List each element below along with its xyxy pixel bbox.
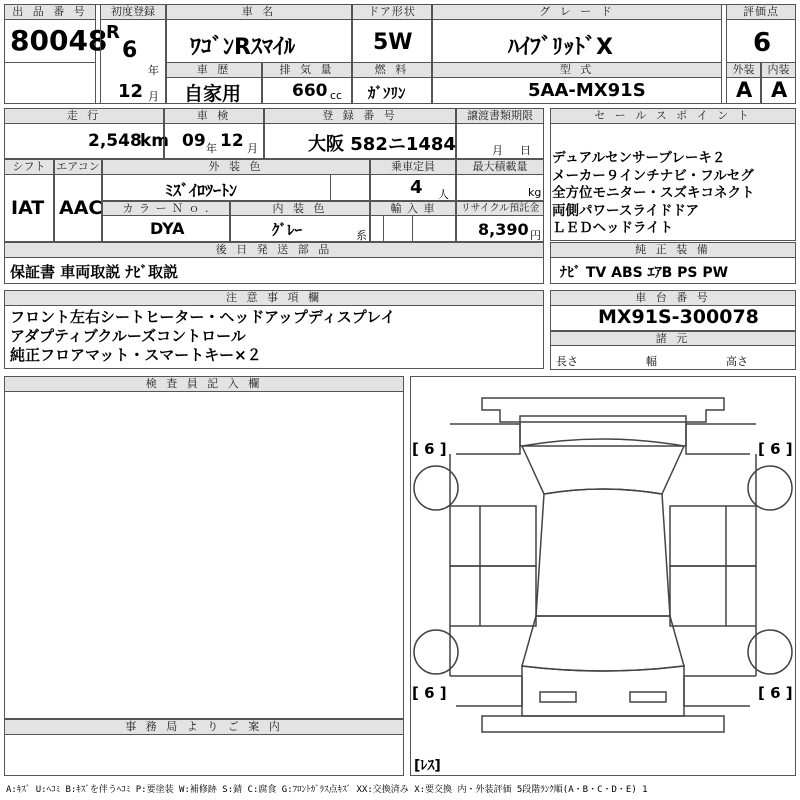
inspection-year: 09 [182,131,206,151]
capacity-unit: 人 [438,188,449,201]
inspection-label: 車 検 [164,108,264,124]
rear-plate-left [540,692,576,702]
recycle-unit: 円 [530,229,541,242]
transfer-label: 譲渡書類期限 [456,108,544,124]
rear-window [522,616,684,671]
first-reg-month-unit: 月 [148,90,159,103]
ext-color-subcell [330,174,370,201]
score-value: 6 [753,28,772,58]
model-label: 型 式 [432,62,722,78]
model-value: 5AA-MX91S [528,80,646,101]
capacity-label: 乗車定員 [370,159,456,175]
chassis-label: 車 台 番 号 [550,290,796,306]
left-rear-door [450,566,536,626]
front-right-wheel [748,466,792,510]
first-reg-year: 6 [122,38,138,63]
exterior-value: A [736,78,753,102]
tire-front-left: [ 6 ] [412,440,447,458]
front-right-fender [686,424,756,454]
right-rear-door [670,566,756,626]
sales-point-item: ＬＥＤヘッドライト [552,220,674,236]
exterior-label: 外装 [726,62,761,78]
office-label: 事 務 局 よ り ご 案 内 [4,719,404,735]
first-reg-era: R [106,22,120,43]
interior-label: 内装 [761,62,796,78]
front-left-fender [450,424,520,454]
note-line: 純正フロアマット・スマートキー×２ [10,346,262,364]
inspector-label: 検 査 員 記 入 欄 [4,376,404,392]
right-front-door [670,506,756,566]
inspection-year-unit: 年 [206,142,217,155]
specs-cell [550,345,796,370]
specs-label: 諸 元 [550,331,796,346]
front-bumper [482,398,724,422]
displacement-label: 排 気 量 [262,62,352,78]
reg-no-label: 登 録 番 号 [264,108,456,124]
note-line: フロント左右シートヒーター・ヘッドアップディスプレイ [10,308,396,326]
left-front-door [450,506,536,566]
legend-text: A:ｷｽﾞ U:ﾍｺﾐ B:ｷｽﾞを伴うﾍｺﾐ P:要塗装 W:補修跡 S:錆 C:腐食 G:ﾌﾛﾝﾄｶﾞﾗｽ点ｷｽﾞ XX:交換済み X:要交換 内・外装評価 5段階ﾗﾝｸ順(A・B・C・D・E) 1 [6,785,648,795]
specs-height: 高さ [726,355,748,368]
color-no-label: カ ラ ー Ｎ ｏ . [102,201,230,216]
rear-bumper [482,716,724,732]
ext-color-label: 外 装 色 [102,159,370,175]
mileage-unit: km [140,131,170,151]
chassis-value: MX91S-300078 [598,306,759,328]
sales-point-item: メーカー９インチナビ・フルセグ [552,167,754,184]
transfer-day-unit: 日 [520,144,531,157]
door-label: ドア形状 [352,4,432,20]
mileage-value: 2,548 [88,131,142,151]
rear-right-wheel [748,630,792,674]
int-color-value: ｸﾞﾚｰ [272,221,303,239]
fuel-label: 燃 料 [352,62,432,78]
sales-points-label: セ ー ル ス ポ イ ン ト [550,108,796,124]
capacity-value: 4 [410,177,423,198]
equipment-value: ﾅﾋﾞ TV ABS ｴｱB PS PW [560,265,729,281]
roof [536,489,670,616]
ac-label: エアコン [54,159,102,175]
windshield [522,439,684,494]
lot-no-value: 80048 [10,24,108,57]
transfer-month-unit: 月 [492,144,503,157]
first-reg-month: 12 [118,81,144,102]
specs-width: 幅 [646,355,657,368]
color-no-value: DYA [150,219,185,238]
rear-plate-right [630,692,666,702]
shift-value: IAT [11,197,45,219]
notes-label: 注 意 事 項 欄 [4,290,544,306]
trunk [522,666,684,716]
sales-point-item: 両側パワースライドドア [552,202,700,219]
rear-left-corner [450,676,522,706]
import-label: 輸 入 車 [370,201,456,216]
displacement-unit: cc [330,89,343,102]
sales-points-list [552,150,755,238]
max-load-unit: kg [528,186,542,199]
notes-lines [10,308,395,365]
reg-no-value: 大阪 582ニ1484 [308,134,456,155]
history-value: 自家用 [184,83,242,105]
tire-front-right: [ 6 ] [758,440,793,458]
int-color-label: 内 装 色 [230,201,370,216]
specs-length: 長さ [556,355,578,368]
rear-right-corner [684,676,756,706]
car-name-value: ﾜｺﾞﾝRｽﾏｲﾙ [190,35,295,60]
ext-color-value: ﾐｽﾞｲﾛﾂｰﾄﾝ [165,181,238,200]
grade-value: ﾊｲﾌﾞﾘｯﾄﾞX [508,35,613,60]
car-diagram [410,376,796,776]
shift-label: シフト [4,159,54,175]
grade-label: グ レ ー ド [432,4,722,20]
lot-no-label: 出 品 番 号 [4,4,96,20]
after-parts-label: 後 日 発 送 部 品 [4,242,544,258]
lot-no-blank [4,62,96,104]
after-parts-value: 保証書 車両取説 ﾅﾋﾞ取説 [10,263,178,281]
first-reg-year-unit: 年 [148,64,159,77]
score-label: 評価点 [726,4,796,20]
tire-rear-left: [ 6 ] [412,684,447,702]
displacement-value: 660 [292,81,328,101]
history-label: 車 歴 [166,62,262,78]
inspection-month: 12 [220,131,244,151]
sales-point-item: デュアルセンサーブレーキ２ [552,150,726,166]
recycle-value: 8,390 [478,220,529,239]
import-subcell [383,215,413,242]
door-value: 5W [373,30,413,55]
rear-left-wheel [414,630,458,674]
int-color-unit: 系 [356,229,367,242]
sales-point-item: 全方位モニター・スズキコネクト [552,185,755,201]
tire-rear-right: [ 6 ] [758,684,793,702]
recycle-label: リサイクル預託金 [456,201,544,216]
interior-value: A [771,78,788,102]
car-name-label: 車 名 [166,4,352,20]
mileage-label: 走 行 [4,108,164,124]
fuel-value: ｶﾞｿﾘﾝ [368,84,406,102]
first-reg-label: 初度登録 [100,4,166,20]
note-line: アダプティブクルーズコントロール [10,327,246,345]
max-load-label: 最大積載量 [456,159,544,175]
front-left-wheel [414,466,458,510]
inspection-month-unit: 月 [247,142,258,155]
tire-spare: [ﾚｽ] [414,758,441,774]
inspector-box [4,391,404,719]
hood [520,416,686,446]
office-box [4,734,404,776]
equipment-label: 純 正 装 備 [550,242,796,258]
ac-value: AAC [59,197,103,219]
